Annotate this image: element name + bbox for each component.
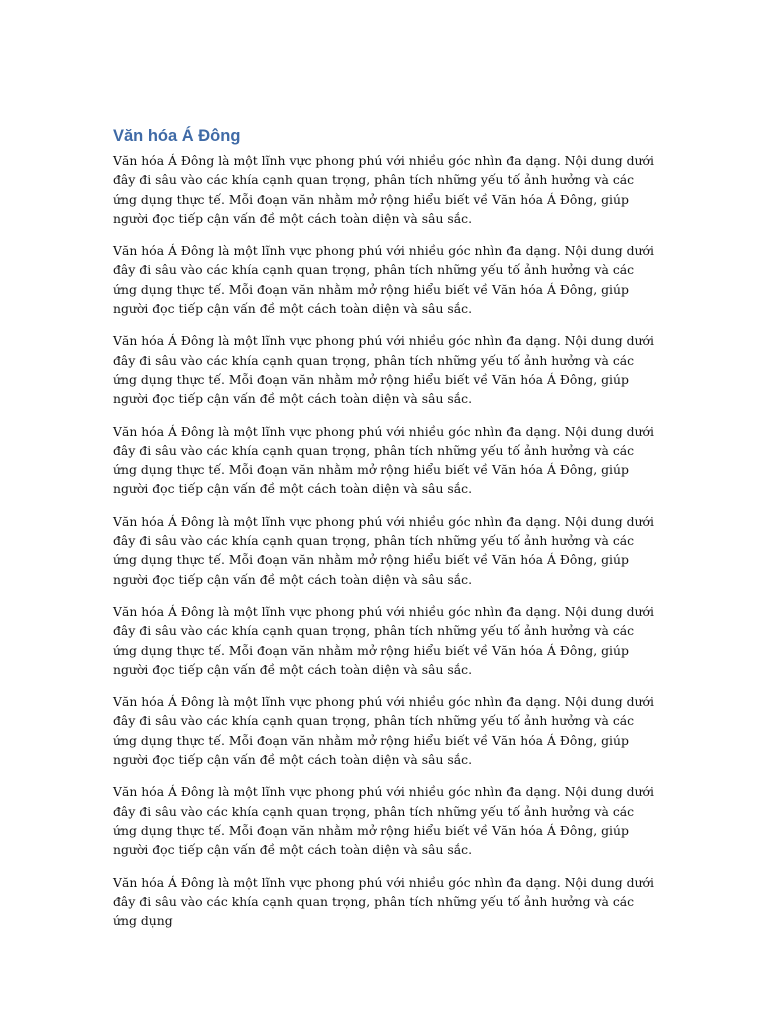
paragraph-4: Văn hóa Á Đông là một lĩnh vực phong phú với nhiều góc nhìn đa dạng. Nội dung dưới đây đi sâu vào các khía cạnh quan trọng, phân tích những yếu tố ảnh hưởng và các ứng dụng thực tế. Mỗi đoạn văn nhằm mở rộng hiểu biết về Văn hóa Á Đông, giúp người đọc tiếp cận vấn đề một cách toàn diện và sâu sắc. xyxy=(113,423,654,497)
document-title: Văn hóa Á Đông xyxy=(113,127,241,145)
paragraph-6: Văn hóa Á Đông là một lĩnh vực phong phú với nhiều góc nhìn đa dạng. Nội dung dưới đây đi sâu vào các khía cạnh quan trọng, phân tích những yếu tố ảnh hưởng và các ứng dụng thực tế. Mỗi đoạn văn nhằm mở rộng hiểu biết về Văn hóa Á Đông, giúp người đọc tiếp cận vấn đề một cách toàn diện và sâu sắc. xyxy=(113,603,654,677)
paragraph-3: Văn hóa Á Đông là một lĩnh vực phong phú với nhiều góc nhìn đa dạng. Nội dung dưới đây đi sâu vào các khía cạnh quan trọng, phân tích những yếu tố ảnh hưởng và các ứng dụng thực tế. Mỗi đoạn văn nhằm mở rộng hiểu biết về Văn hóa Á Đông, giúp người đọc tiếp cận vấn đề một cách toàn diện và sâu sắc. xyxy=(113,333,654,407)
paragraph-2: Văn hóa Á Đông là một lĩnh vực phong phú với nhiều góc nhìn đa dạng. Nội dung dưới đây đi sâu vào các khía cạnh quan trọng, phân tích những yếu tố ảnh hưởng và các ứng dụng thực tế. Mỗi đoạn văn nhằm mở rộng hiểu biết về Văn hóa Á Đông, giúp người đọc tiếp cận vấn đề một cách toàn diện và sâu sắc. xyxy=(113,243,654,317)
document-content xyxy=(113,124,658,929)
paragraph-9: Văn hóa Á Đông là một lĩnh vực phong phú với nhiều góc nhìn đa dạng. Nội dung dưới đây đi sâu vào các khía cạnh quan trọng, phân tích những yếu tố ảnh hưởng và các ứng dụng xyxy=(113,874,654,929)
paragraph-1: Văn hóa Á Đông là một lĩnh vực phong phú với nhiều góc nhìn đa dạng. Nội dung dưới đây đi sâu vào các khía cạnh quan trọng, phân tích những yếu tố ảnh hưởng và các ứng dụng thực tế. Mỗi đoạn văn nhằm mở rộng hiểu biết về Văn hóa Á Đông, giúp người đọc tiếp cận vấn đề một cách toàn diện và sâu sắc. xyxy=(113,153,654,226)
paragraph-7: Văn hóa Á Đông là một lĩnh vực phong phú với nhiều góc nhìn đa dạng. Nội dung dưới đây đi sâu vào các khía cạnh quan trọng, phân tích những yếu tố ảnh hưởng và các ứng dụng thực tế. Mỗi đoạn văn nhằm mở rộng hiểu biết về Văn hóa Á Đông, giúp người đọc tiếp cận vấn đề một cách toàn diện và sâu sắc. xyxy=(113,694,654,768)
paragraph-5: Văn hóa Á Đông là một lĩnh vực phong phú với nhiều góc nhìn đa dạng. Nội dung dưới đây đi sâu vào các khía cạnh quan trọng, phân tích những yếu tố ảnh hưởng và các ứng dụng thực tế. Mỗi đoạn văn nhằm mở rộng hiểu biết về Văn hóa Á Đông, giúp người đọc tiếp cận vấn đề một cách toàn diện và sâu sắc. xyxy=(113,513,654,587)
paragraph-8: Văn hóa Á Đông là một lĩnh vực phong phú với nhiều góc nhìn đa dạng. Nội dung dưới đây đi sâu vào các khía cạnh quan trọng, phân tích những yếu tố ảnh hưởng và các ứng dụng thực tế. Mỗi đoạn văn nhằm mở rộng hiểu biết về Văn hóa Á Đông, giúp người đọc tiếp cận vấn đề một cách toàn diện và sâu sắc. xyxy=(113,784,654,858)
